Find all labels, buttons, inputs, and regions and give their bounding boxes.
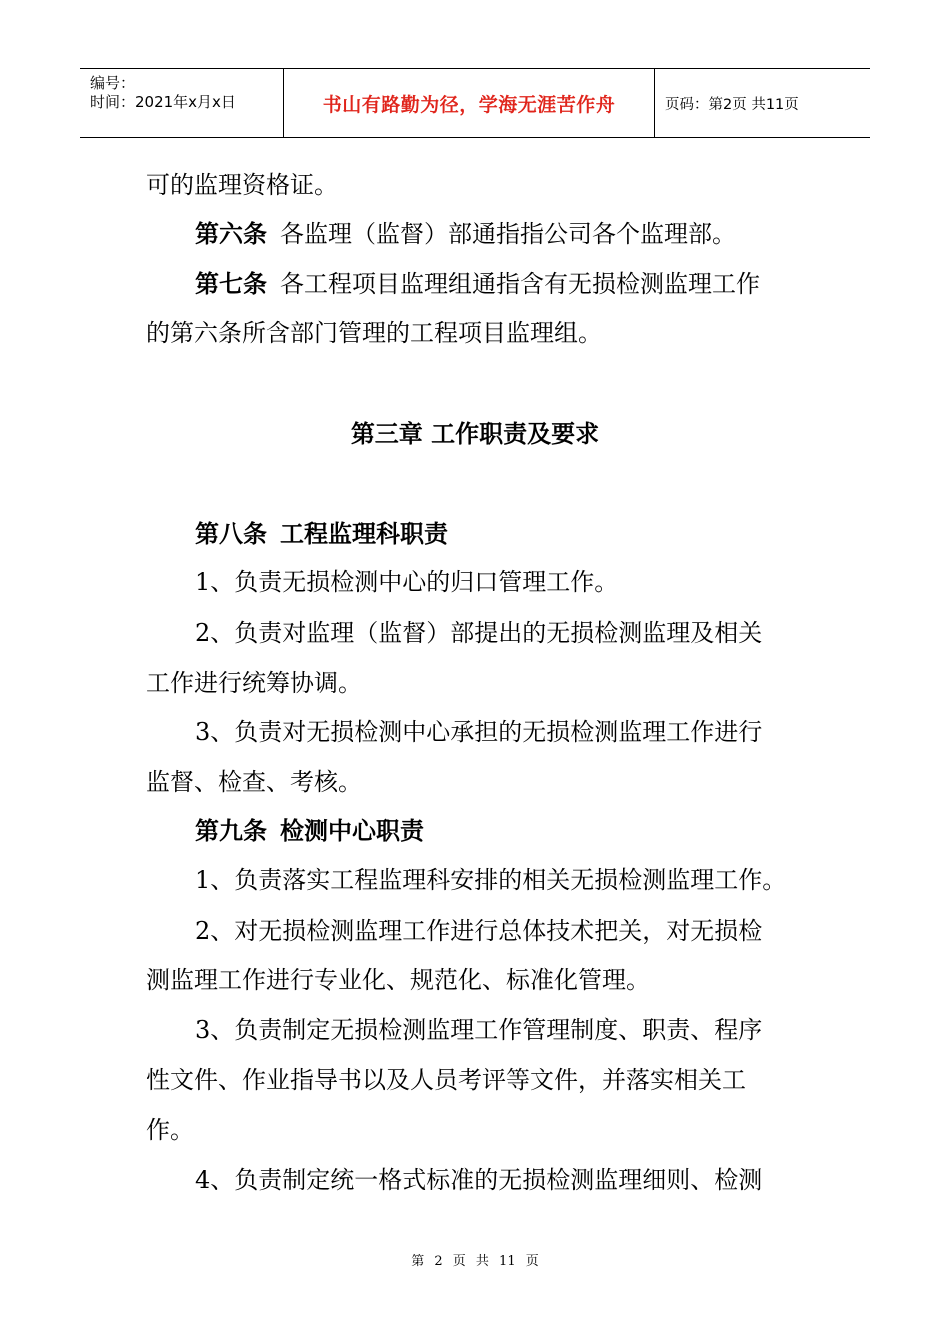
article-6 xyxy=(195,222,736,246)
paragraph-line: 可的监理资格证。 xyxy=(146,171,338,199)
paragraph-line: 作。 xyxy=(146,1116,194,1144)
article-title: 工程监理科职责 xyxy=(280,520,448,548)
article-text: 各工程项目监理组通指含有无损检测监理工作 xyxy=(280,270,760,298)
paragraph-line: 监督、检查、考核。 xyxy=(146,768,362,796)
paragraph-line: 的第六条所含部门管理的工程项目监理组。 xyxy=(146,319,602,347)
document-number-label: 编号： xyxy=(90,74,136,92)
article-label: 第九条 xyxy=(195,817,267,845)
article-9-heading xyxy=(195,819,424,843)
list-item: 1、负责落实工程监理科安排的相关无损检测监理工作。 xyxy=(195,866,787,894)
paragraph-line: 性文件、作业指导书以及人员考评等文件，并落实相关工 xyxy=(146,1066,746,1094)
article-label: 第八条 xyxy=(195,520,267,548)
list-item: 3、负责对无损检测中心承担的无损检测监理工作进行 xyxy=(195,718,763,746)
document-time-label: 时间：2021年x月x日 xyxy=(90,93,236,111)
article-label: 第六条 xyxy=(195,220,267,248)
article-8-heading xyxy=(195,522,448,546)
chapter-heading: 第三章 工作职责及要求 xyxy=(350,420,600,448)
list-item: 2、负责对监理（监督）部提出的无损检测监理及相关 xyxy=(195,619,763,647)
header-page-info: 页码：第2页 共11页 xyxy=(665,96,799,113)
list-item: 4、负责制定统一格式标准的无损检测监理细则、检测 xyxy=(195,1166,763,1194)
list-item: 1、负责无损检测中心的归口管理工作。 xyxy=(195,568,619,596)
article-label: 第七条 xyxy=(195,270,267,298)
article-text: 各监理（监督）部通指指公司各个监理部。 xyxy=(280,220,736,248)
article-title: 检测中心职责 xyxy=(280,817,424,845)
header-motto: 书山有路勤为径，学海无涯苦作舟 xyxy=(322,93,616,116)
paragraph-line: 工作进行统筹协调。 xyxy=(146,669,362,697)
page-header xyxy=(80,68,870,138)
article-7 xyxy=(195,272,760,296)
list-item: 3、负责制定无损检测监理工作管理制度、职责、程序 xyxy=(195,1016,763,1044)
list-item: 2、对无损检测监理工作进行总体技术把关，对无损检 xyxy=(195,917,763,945)
header-motto-cell xyxy=(283,69,655,137)
header-meta xyxy=(80,69,283,137)
paragraph-line: 测监理工作进行专业化、规范化、标准化管理。 xyxy=(146,966,650,994)
page-footer: 第 2 页 共 11 页 xyxy=(411,1254,539,1269)
